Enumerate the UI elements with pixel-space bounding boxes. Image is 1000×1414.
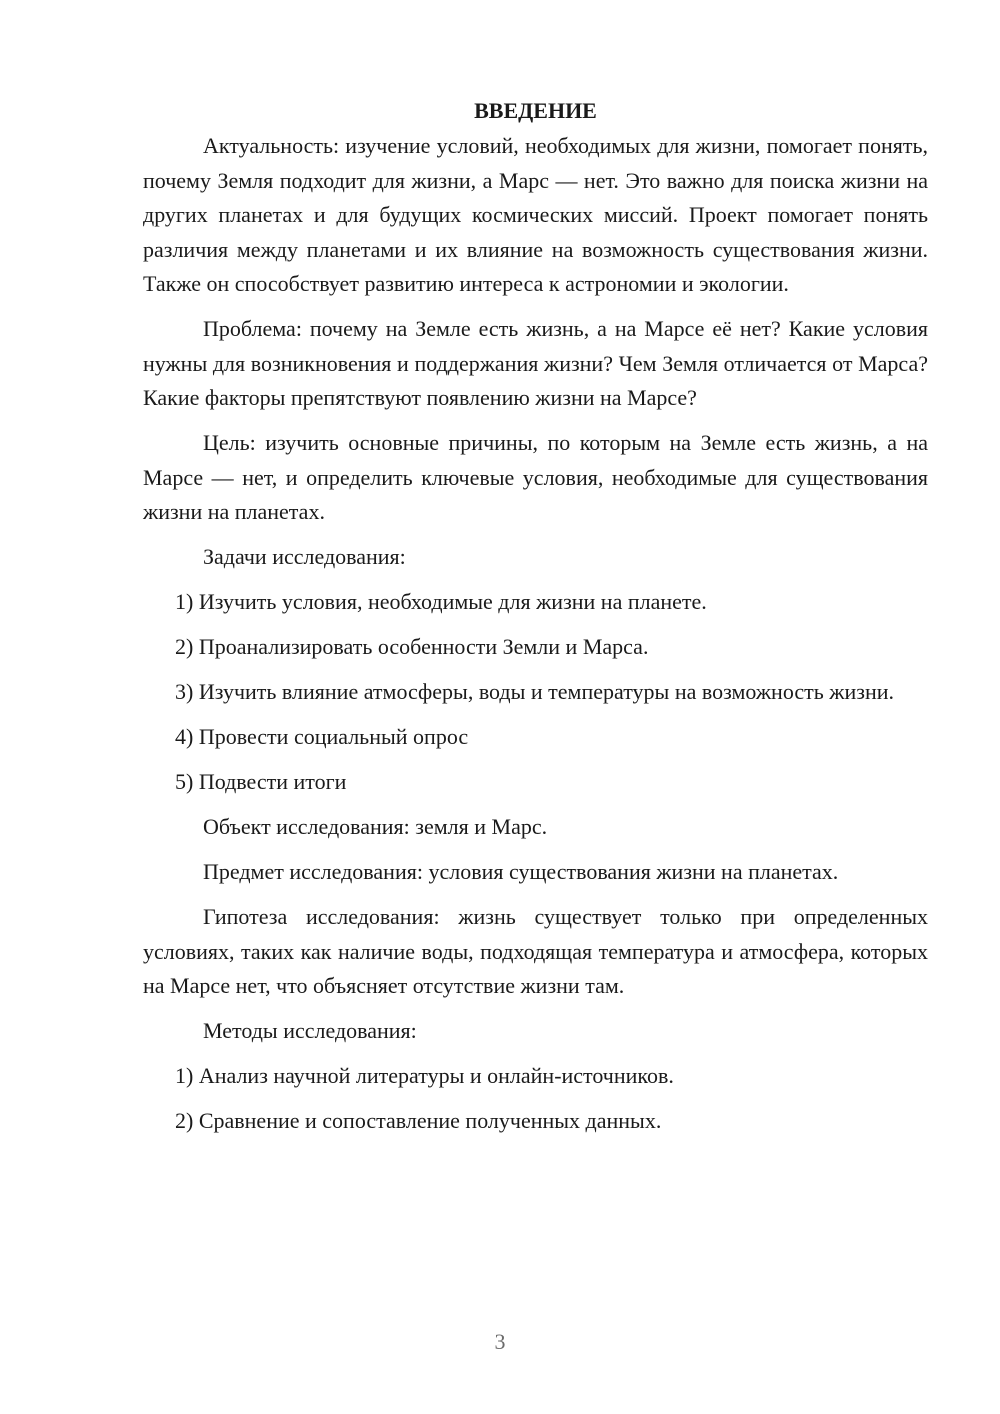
method-item: 1) Анализ научной литературы и онлайн-источников.	[175, 1063, 674, 1088]
task-item: 5) Подвести итоги	[175, 769, 347, 794]
method-item: 2) Сравнение и сопоставление полученных данных.	[175, 1108, 662, 1133]
goal-paragraph: Цель: изучить основные причины, по которым на Земле есть жизнь, а на Марсе — нет, и определить ключевые условия, необходимые для существования жизни на планетах.	[143, 430, 928, 524]
task-item: 3) Изучить влияние атмосферы, воды и температуры на возможность жизни.	[175, 679, 894, 704]
hypothesis-paragraph: Гипотеза исследования: жизнь существует только при определенных условиях, таких как наличие воды, подходящая температура и атмосфера, которых на Марсе нет, что объясняет отсутствие жизни там.	[143, 904, 928, 998]
tasks-heading: Задачи исследования:	[203, 544, 406, 569]
task-item: 2) Проанализировать особенности Земли и Марса.	[175, 634, 649, 659]
page-number: 3	[494, 1329, 506, 1354]
task-item: 4) Провести социальный опрос	[175, 724, 469, 749]
object-paragraph: Объект исследования: земля и Марс.	[203, 814, 548, 839]
document-page	[143, 96, 928, 1149]
methods-heading: Методы исследования:	[203, 1018, 417, 1043]
problem-paragraph: Проблема: почему на Земле есть жизнь, а на Марсе её нет? Какие условия нужны для возникновения и поддержания жизни? Чем Земля отличается от Марса? Какие факторы препятствуют появлению жизни на Марсе?	[143, 316, 928, 410]
relevance-paragraph: Актуальность: изучение условий, необходимых для жизни, помогает понять, почему Земля подходит для жизни, а Марс — нет. Это важно для поиска жизни на других планетах и для будущих космических миссий. Проект помогает понять различия между планетами и их влияние на возможность существования жизни. Также он способствует развитию интереса к астрономии и экологии.	[143, 133, 928, 296]
task-item: 1) Изучить условия, необходимые для жизни на планете.	[175, 589, 707, 614]
subject-paragraph: Предмет исследования: условия существования жизни на планетах.	[203, 859, 839, 884]
section-title: ВВЕДЕНИЕ	[474, 98, 597, 123]
